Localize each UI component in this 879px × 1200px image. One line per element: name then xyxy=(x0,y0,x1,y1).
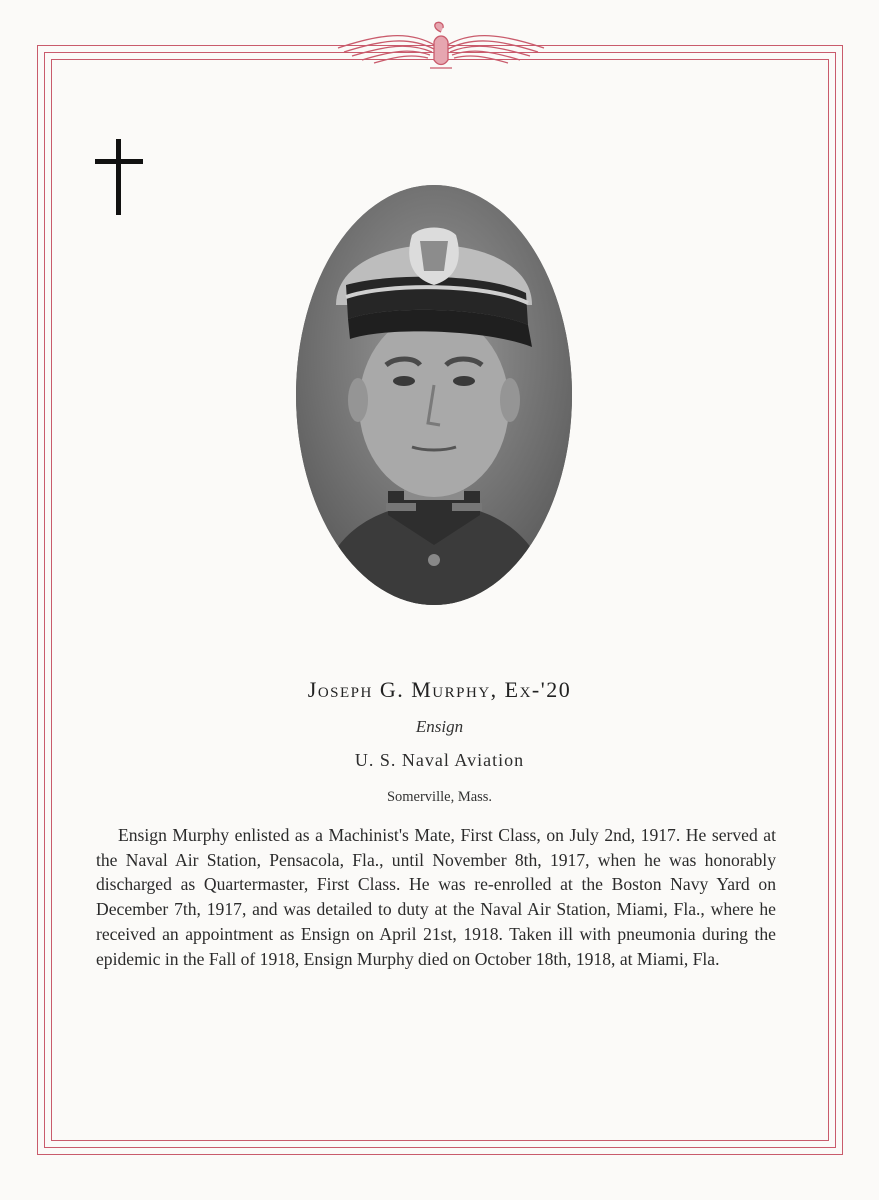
biography-paragraph: Ensign Murphy enlisted as a Machinist's Mate, First Class, on July 2nd, 1917. He served at the Naval Air Station, Pensacola, Fla., until November 8th, 1917, when he was honorably discharged as Quartermaster, First Class. He was re-enrolled at the Boston Navy Yard on December 7th, 1917, and was detailed to duty at the Naval Air Station, Miami, Fla., where he received an appointment as Ensign on April 21st, 1918. Taken ill with pneumonia during the epidemic in the Fall of 1918, Ensign Murphy died on October 18th, 1918, at Miami, Fla. xyxy=(96,825,776,969)
rank-title: Ensign xyxy=(415,717,464,736)
service-unit: U. S. Naval Aviation xyxy=(354,750,525,770)
eagle-icon xyxy=(330,16,552,76)
person-name: Joseph G. Murphy, Ex-'20 xyxy=(307,677,572,702)
portrait-photo xyxy=(296,185,572,605)
hometown: Somerville, Mass. xyxy=(386,789,493,805)
cross-icon xyxy=(93,137,145,217)
